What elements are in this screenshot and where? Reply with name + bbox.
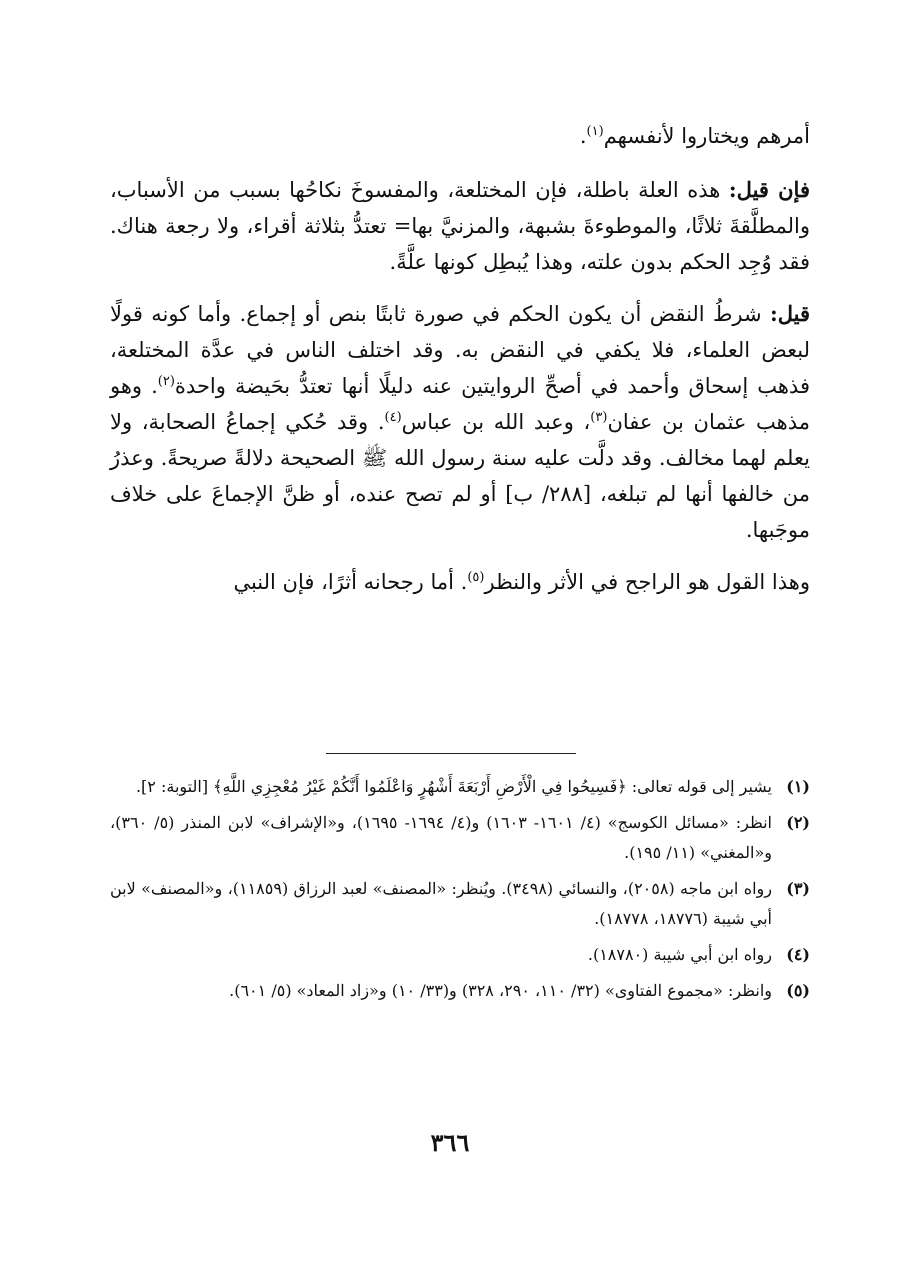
paragraph-1-end: . (579, 124, 587, 148)
footnote-text: وانظر: «مجموع الفتاوى» (٣٢/ ١١٠، ٢٩٠، ٣٢٨) و(٣٣/ ١٠) و«زاد المعاد» (٥/ ٦٠١). (229, 981, 772, 1000)
footnote-ref-3[interactable]: (٣) (590, 410, 608, 425)
footnote-ref-1[interactable]: (١) (586, 124, 604, 139)
footnote-ref-4[interactable]: (٤) (384, 410, 402, 425)
paragraph-4-text-b: . أما رجحانه أثرًا، فإن النبي (233, 570, 468, 594)
paragraph-4-text-a: وهذا القول هو الراجح في الأثر والنظر (484, 570, 810, 594)
paragraph-1 (110, 118, 810, 154)
footnote-4 (110, 940, 810, 970)
footnote-text: يشير إلى قوله تعالى: ﴿فَسِيحُوا فِي الْأَرْضِ أَرْبَعَةَ أَشْهُرٍ وَاعْلَمُوا أَنَّكُمْ غَيْرُ مُعْجِزِي اللَّهِ﴾ [التوبة: ٢]. (135, 777, 772, 796)
footnote-ref-2[interactable]: (٢) (157, 374, 175, 389)
paragraph-3-text-d: . وقد حُكي إجماعُ الصحابة، ولا يعلم لهما مخالف. وقد دلَّت عليه سنة رسول الله ﷺ الصحيحة دلالةً صريحةً. وعذرُ من خالفها أنها لم تبلغه، [٢٨٨/ ب] أو لم تصح عنده، أو ظنَّ الإجماعَ على خلاف موجَبها. (110, 410, 810, 542)
footnote-1 (110, 772, 810, 802)
footnote-2 (110, 808, 810, 868)
paragraph-3-text-a: شرطُ النقض أن يكون الحكم في صورة ثابتًا بنص أو إجماع. وأما كونه قولًا لبعض العلماء، فلا يكفي في النقض به. وقد اختلف الناس في عدَّة المختلعة، فذهب إسحاق وأحمد في أصحِّ الروايتين عنه دليلًا أنها تعتدُّ بحَيضة واحدة (110, 302, 810, 398)
footnote-number: (٣) (786, 879, 810, 898)
paragraph-3-text-b: . وهو مذهب عثمان بن عفان (110, 374, 811, 434)
paragraph-4 (110, 564, 810, 600)
footnote-number: (٥) (786, 981, 810, 1000)
footnote-text: رواه ابن ماجه (٢٠٥٨)، والنسائي (٣٤٩٨). ويُنظر: «المصنف» لعبد الرزاق (١١٨٥٩)، و«المصنف» لابن أبي شيبة (١٨٧٧٦، ١٨٧٧٨). (110, 879, 772, 928)
paragraph-3-text-c: ، وعبد الله بن عباس (401, 410, 591, 434)
footnote-3 (110, 874, 810, 934)
footnote-number: (١) (786, 777, 810, 796)
footnote-number: (٤) (786, 945, 810, 964)
main-text (110, 118, 810, 616)
paragraph-3-lead: قيل: (769, 301, 810, 326)
paragraph-2 (110, 172, 810, 280)
footnote-ref-5[interactable]: (٥) (467, 570, 485, 585)
page-number: ٣٦٦ (430, 1128, 470, 1157)
paragraph-3 (110, 296, 810, 548)
paragraph-2-text: هذه العلة باطلة، فإن المختلعة، والمفسوخَ نكاحُها بسبب من الأسباب، والمطلَّقةَ ثلاثًا، والموطوءةَ بشبهة، والمزنيَّ بها= تعتدُّ بثلاثة أقراء، ولا رجعة هناك. فقد وُجِد الحكم بدون علته، وهذا يُبطِل كونها علَّةً. (110, 178, 810, 274)
paragraph-1-text: أمرهم ويختاروا لأنفسهم (603, 124, 810, 148)
footnote-text: رواه ابن أبي شيبة (١٨٧٨٠). (587, 945, 772, 964)
footnote-5 (110, 976, 810, 1006)
footnote-separator (326, 753, 576, 754)
footnotes (110, 772, 810, 1012)
footnote-number: (٢) (786, 813, 810, 832)
paragraph-2-lead: فإن قيل: (728, 177, 810, 202)
footnote-text: انظر: «مسائل الكوسج» (٤/ ١٦٠١- ١٦٠٣) و(٤/ ١٦٩٤- ١٦٩٥)، و«الإشراف» لابن المنذر (٥/ ٣٦٠)، و«المغني» (١١/ ١٩٥). (110, 813, 773, 862)
